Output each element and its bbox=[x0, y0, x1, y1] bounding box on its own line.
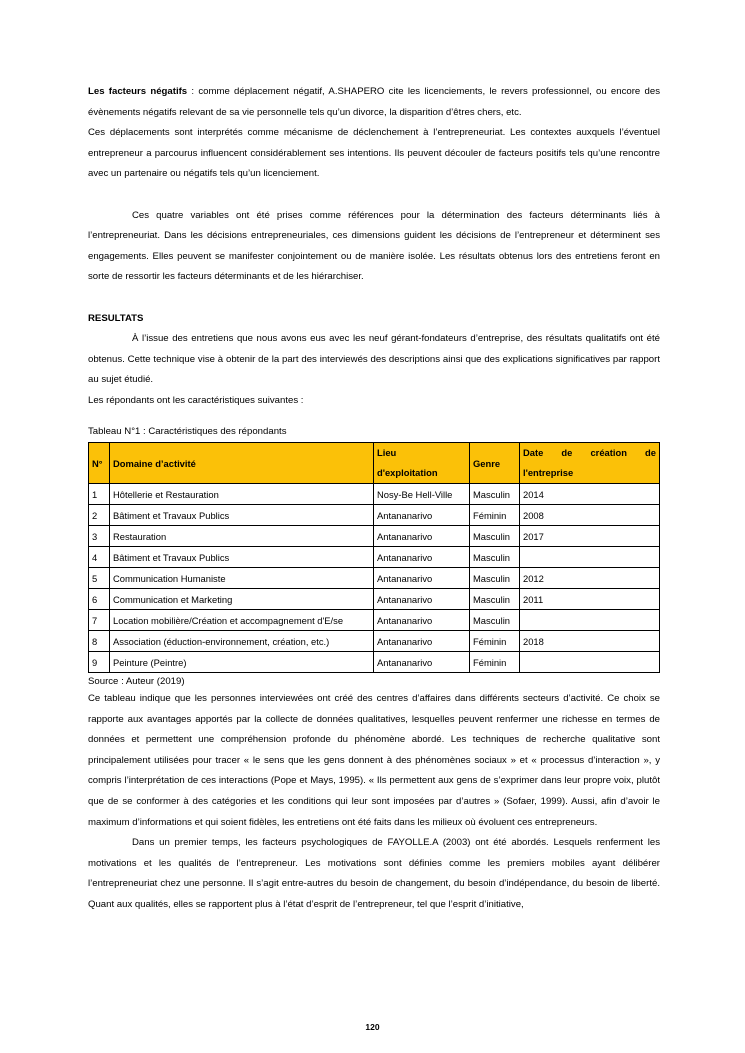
cell-domaine: Restauration bbox=[110, 526, 374, 547]
cell-lieu: Antananarivo bbox=[374, 631, 470, 652]
cell-domaine: Association (éduction-environnement, création, etc.) bbox=[110, 631, 374, 652]
paragraph-negative-factors bbox=[88, 82, 660, 123]
cell-lieu: Antananarivo bbox=[374, 547, 470, 568]
cell-date: 2008 bbox=[520, 505, 660, 526]
page-number: 120 bbox=[365, 1022, 380, 1032]
table-row bbox=[89, 610, 660, 631]
table-row bbox=[89, 631, 660, 652]
cell-num: 3 bbox=[89, 526, 110, 547]
cell-genre: Masculin bbox=[470, 484, 520, 505]
table-row bbox=[89, 589, 660, 610]
cell-genre: Masculin bbox=[470, 610, 520, 631]
cell-num: 4 bbox=[89, 547, 110, 568]
cell-lieu: Antananarivo bbox=[374, 568, 470, 589]
cell-genre: Féminin bbox=[470, 652, 520, 673]
cell-date: 2017 bbox=[520, 526, 660, 547]
cell-lieu: Antananarivo bbox=[374, 652, 470, 673]
paragraph-psychological-factors: Dans un premier temps, les facteurs psychologiques de FAYOLLE.A (2003) ont été abordés. Lesquels renferment les motivations et les qualités de l’entrepreneur. Les motivations sont définies comme les premiers mobiles ayant délibérer l’entrepreneuriat chez une personne. Il s’agit entre-autres du besoin de changement, du besoin d’indépendance, du besoin de liberté. Quant aux qualités, elles se rapportent plus à l’état d’esprit de l’entrepreneur, tel que l’esprit d’initiative, bbox=[88, 837, 660, 911]
header-date-word: Date bbox=[523, 447, 544, 459]
bold-lead: Les facteurs négatifs bbox=[88, 86, 188, 97]
cell-num: 5 bbox=[89, 568, 110, 589]
header-date bbox=[520, 443, 660, 484]
cell-genre: Masculin bbox=[470, 547, 520, 568]
cell-num: 8 bbox=[89, 631, 110, 652]
table-row bbox=[89, 526, 660, 547]
section-heading-results: RESULTATS bbox=[88, 312, 144, 324]
header-date-line2: l'entreprise bbox=[523, 467, 574, 479]
header-date-word: création bbox=[590, 447, 627, 459]
header-domaine: Domaine d’activité bbox=[110, 443, 374, 484]
table-row bbox=[89, 652, 660, 673]
cell-genre: Masculin bbox=[470, 526, 520, 547]
header-date-word: de bbox=[561, 447, 573, 459]
cell-genre: Féminin bbox=[470, 505, 520, 526]
cell-date bbox=[520, 652, 660, 673]
cell-date bbox=[520, 610, 660, 631]
cell-genre: Masculin bbox=[470, 568, 520, 589]
header-num: N° bbox=[89, 443, 110, 484]
respondents-table bbox=[88, 442, 660, 673]
cell-lieu: Nosy-Be Hell-Ville bbox=[374, 484, 470, 505]
paragraph-variables: Ces quatre variables ont été prises comme références pour la détermination des facteurs déterminants liés à l’entrepreneuriat. Dans les décisions entrepreneuriales, ces dimensions guident les décisions de l’entrepreneur et déterminent ses engagements. Elles peuvent se manifester conjointement ou de manière isolée. Les résultats obtenus lors des entretiens feront en sorte de ressortir les facteurs déterminants et de les hiérarchiser. bbox=[88, 209, 660, 283]
spacer bbox=[88, 185, 660, 206]
cell-num: 2 bbox=[89, 505, 110, 526]
cell-domaine: Bâtiment et Travaux Publics bbox=[110, 547, 374, 568]
cell-num: 6 bbox=[89, 589, 110, 610]
cell-date bbox=[520, 547, 660, 568]
paragraph-displacements: Ces déplacements sont interprétés comme mécanisme de déclenchement à l’entrepreneuriat. Les contextes auxquels l’éventuel entrepreneur a parcourus influencent considérablement ses intentions. Ils peuvent découler de facteurs positifs tels qu’une rencontre avec un partenaire ou négatifs tels qu’un licenciement. bbox=[88, 127, 660, 180]
table-row bbox=[89, 568, 660, 589]
header-date-line1 bbox=[523, 443, 656, 463]
cell-genre: Féminin bbox=[470, 631, 520, 652]
header-lieu-line2: d'exploitation bbox=[377, 467, 438, 479]
cell-domaine: Location mobilière/Création et accompagnement d'E/se bbox=[110, 610, 374, 631]
table-caption: Tableau N°1 : Caractéristiques des répondants bbox=[88, 425, 287, 437]
page-body bbox=[88, 82, 660, 916]
cell-lieu: Antananarivo bbox=[374, 526, 470, 547]
header-date-word: de bbox=[645, 447, 656, 459]
cell-lieu: Antananarivo bbox=[374, 505, 470, 526]
spacer bbox=[88, 288, 660, 309]
paragraph-respondents: Les répondants ont les caractéristiques suivantes : bbox=[88, 394, 304, 406]
cell-domaine: Hôtellerie et Restauration bbox=[110, 484, 374, 505]
cell-num: 1 bbox=[89, 484, 110, 505]
cell-domaine: Peinture (Peintre) bbox=[110, 652, 374, 673]
cell-date: 2018 bbox=[520, 631, 660, 652]
cell-genre: Masculin bbox=[470, 589, 520, 610]
table-header-row bbox=[89, 443, 660, 484]
cell-lieu: Antananarivo bbox=[374, 589, 470, 610]
cell-date: 2012 bbox=[520, 568, 660, 589]
table-row bbox=[89, 484, 660, 505]
table-row bbox=[89, 505, 660, 526]
cell-date: 2011 bbox=[520, 589, 660, 610]
table-row bbox=[89, 547, 660, 568]
paragraph-table-discussion: Ce tableau indique que les personnes interviewées ont créé des centres d’affaires dans différents secteurs d’activité. Ce choix se rapporte aux avantages apportés par la collecte de données qualitatives, lesquelles peuvent renfermer une richesse en termes de données et permettent une compréhension profonde du phénomène abordé. Les techniques de recherche qualitative sont principalement utilisées pour tracer « le sens que les gens donnent à des phénomènes sociaux » et « processus d’interaction », y compris l’interprétation de ces interactions (Pope et Mays, 1995). « Ils permettent aux gens de s’exprimer dans leur propre voix, plutôt que de se conformer à des catégories et les conditions qui leur sont imposées par d’autres » (Sofaer, 1999). Aussi, afin d’avoir le maximum d’informations et qui soient fidèles, les entretiens ont été faits dans les milieux où évoluent ces entrepreneurs. bbox=[88, 693, 660, 828]
table-source: Source : Auteur (2019) bbox=[88, 676, 185, 688]
paragraph-results-intro: À l’issue des entretiens que nous avons eus avec les neuf gérant-fondateurs d’entreprise, des résultats qualitatifs ont été obtenus. Cette technique vise à obtenir de la part des interviewés des descriptions ainsi que des explications significatives par rapport au sujet étudié. bbox=[88, 333, 660, 386]
header-lieu-line1: Lieu bbox=[377, 447, 397, 459]
paragraph-text: : comme déplacement négatif, A.SHAPERO cite les licenciements, le revers professionnel, ou encore des évènements négatifs relevant de sa vie personnelle tels qu’un divorce, la disparition d’êtres chers, etc. bbox=[88, 86, 660, 118]
header-genre: Genre bbox=[470, 443, 520, 484]
cell-num: 7 bbox=[89, 610, 110, 631]
cell-lieu: Antananarivo bbox=[374, 610, 470, 631]
cell-num: 9 bbox=[89, 652, 110, 673]
cell-domaine: Communication Humaniste bbox=[110, 568, 374, 589]
cell-date: 2014 bbox=[520, 484, 660, 505]
cell-domaine: Communication et Marketing bbox=[110, 589, 374, 610]
cell-domaine: Bâtiment et Travaux Publics bbox=[110, 505, 374, 526]
header-lieu bbox=[374, 443, 470, 484]
